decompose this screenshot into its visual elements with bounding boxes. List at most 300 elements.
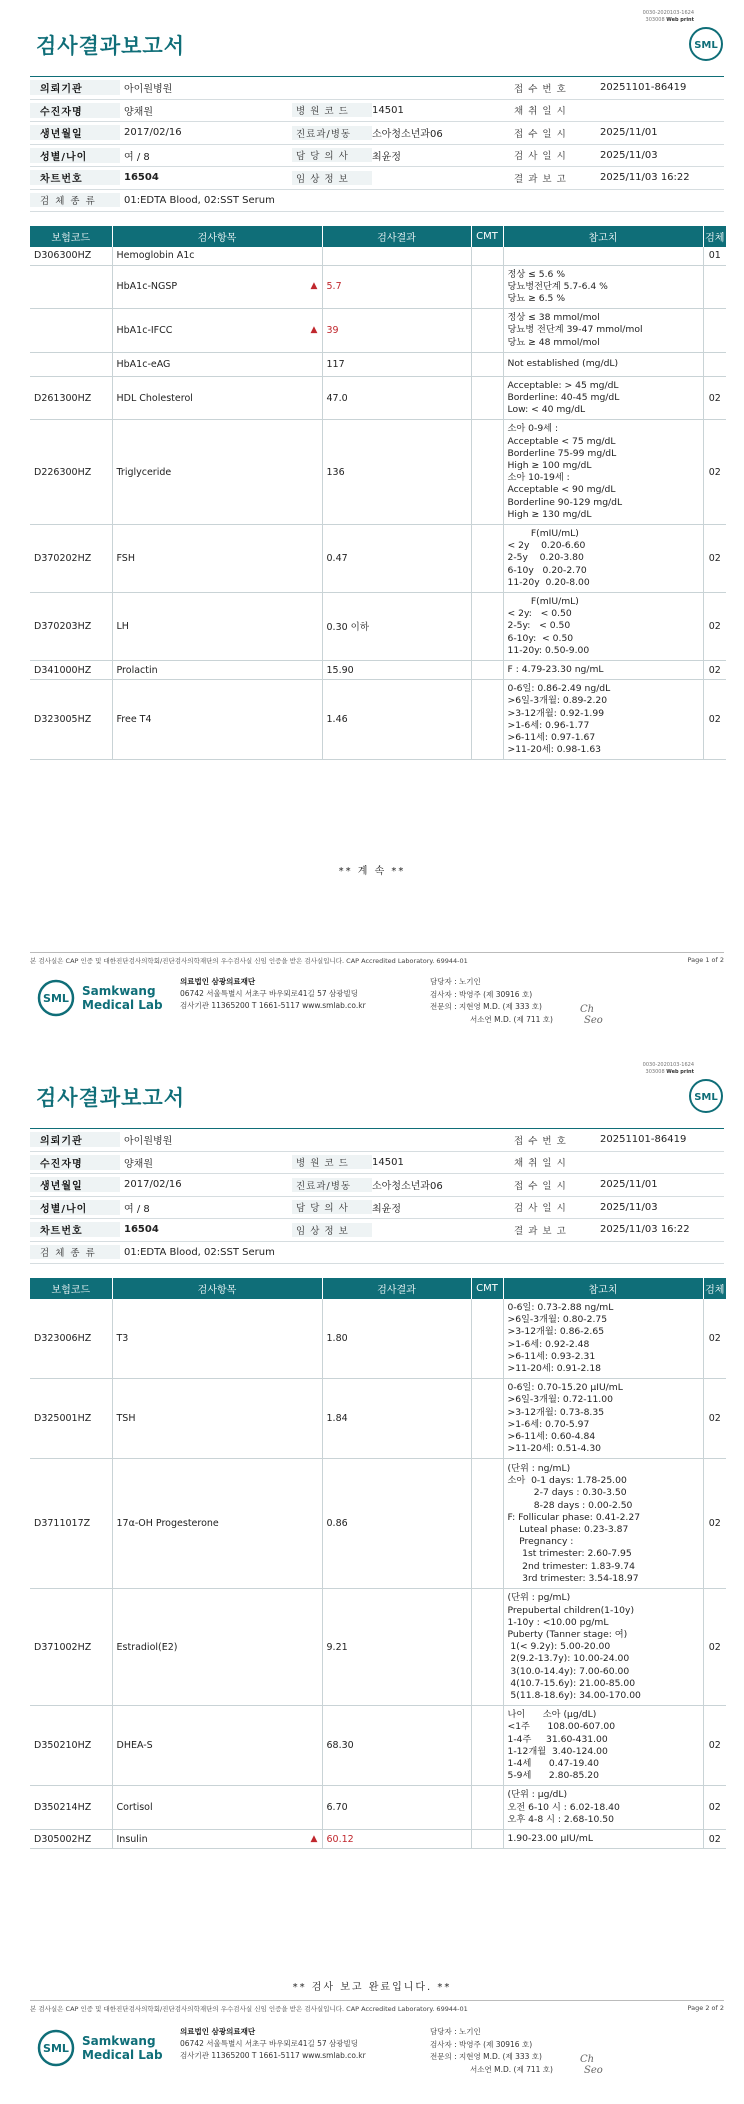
report-value: 2025/11/03 16:22 bbox=[600, 1224, 690, 1236]
test-result bbox=[322, 247, 471, 265]
receipt-no-value: 20251101-86419 bbox=[600, 82, 687, 94]
footer-divider bbox=[30, 952, 724, 953]
result-value: 1.84 bbox=[326, 1413, 348, 1425]
page-number: Page 2 of 2 bbox=[687, 2004, 724, 2012]
test-date-value: 2025/11/03 bbox=[600, 1201, 658, 1213]
cmt-cell bbox=[471, 1299, 503, 1379]
brand-line-1: Samkwang bbox=[82, 984, 156, 998]
insurance-code: D323006HZ bbox=[30, 1299, 112, 1379]
column-header: 검체 bbox=[703, 226, 726, 247]
reference-range bbox=[503, 592, 703, 660]
reference-line: >11-20세: 0.98-1.63 bbox=[507, 744, 602, 756]
cmt-cell bbox=[471, 680, 503, 760]
hosp-code-label: 병 원 코 드 bbox=[292, 1155, 372, 1169]
hospital-label: 의뢰기관 bbox=[30, 1132, 120, 1147]
reference-range bbox=[503, 376, 703, 420]
complete-note: ** 검사 보고 완료입니다. ** bbox=[292, 1982, 452, 1993]
patient-label: 수진자명 bbox=[30, 1155, 120, 1170]
logo-text: SML bbox=[694, 1092, 718, 1103]
reference-line: 소아 0-9세 : bbox=[507, 423, 559, 435]
specimen-label: 검 체 종 류 bbox=[30, 1245, 120, 1259]
reference-line: >11-20세: 0.51-4.30 bbox=[507, 1443, 602, 1455]
specimen-value: 01:EDTA Blood, 02:SST Serum bbox=[124, 194, 275, 206]
reference-line: 1st trimester: 2.60-7.95 bbox=[507, 1548, 632, 1560]
insurance-code: D371002HZ bbox=[30, 1589, 112, 1706]
insurance-code: D370202HZ bbox=[30, 524, 112, 592]
column-header: 검체 bbox=[703, 1278, 726, 1299]
specimen-code: 02 bbox=[703, 1299, 726, 1379]
sml-logo-icon bbox=[688, 26, 724, 62]
test-result bbox=[322, 660, 471, 679]
reference-line: Not established (mg/dL) bbox=[507, 358, 619, 370]
hosp-code-value: 14501 bbox=[372, 104, 404, 116]
cmt-cell bbox=[471, 1706, 503, 1786]
test-result bbox=[322, 524, 471, 592]
cmt-cell bbox=[471, 592, 503, 660]
column-header: 검사항목 bbox=[112, 1278, 322, 1299]
test-name: Hemoglobin A1c bbox=[112, 247, 322, 265]
report-label: 결 과 보 고 bbox=[514, 173, 567, 185]
reference-line: Low: < 40 mg/dL bbox=[507, 404, 586, 416]
reference-line: 2-7 days : 0.30-3.50 bbox=[507, 1487, 627, 1499]
test-result bbox=[322, 376, 471, 420]
insurance-code: D226300HZ bbox=[30, 420, 112, 525]
sex-value: 여 / 8 bbox=[124, 1203, 150, 1215]
reference-line: 1-4주 31.60-431.00 bbox=[507, 1733, 608, 1745]
receipt-no-label: 접 수 번 호 bbox=[514, 1135, 567, 1147]
table-row bbox=[30, 265, 726, 309]
reference-line: 1-12개월 3.40-124.00 bbox=[507, 1745, 608, 1757]
reference-range bbox=[503, 1299, 703, 1379]
doctor-label: 담 당 의 사 bbox=[292, 1200, 372, 1214]
table-row bbox=[30, 680, 726, 760]
clinic-label: 임 상 정 보 bbox=[292, 1223, 372, 1237]
table-row bbox=[30, 309, 726, 353]
specimen-code: 02 bbox=[703, 660, 726, 679]
column-header: CMT bbox=[471, 1278, 503, 1299]
column-header: 참고치 bbox=[503, 226, 703, 247]
sex-label: 성별/나이 bbox=[30, 1200, 120, 1215]
cert-text: 본 검사실은 CAP 인증 및 대한진단검사의학회/진단검사의학재단의 우수검사실 신임 인증을 받은 검사실입니다. CAP Accredited Laboratory. 69944-01 bbox=[30, 957, 468, 965]
reference-line: 소아 10-19세 : bbox=[507, 472, 570, 484]
brand-line-2: Medical Lab bbox=[82, 998, 163, 1012]
test-name: Triglyceride bbox=[112, 420, 322, 525]
cmt-cell bbox=[471, 1830, 503, 1849]
high-flag-icon: ▲ bbox=[310, 324, 318, 335]
receipt-date-value: 2025/11/01 bbox=[600, 1179, 658, 1191]
result-value: 39 bbox=[326, 324, 339, 336]
reference-line: >6일-3개월: 0.72-11.00 bbox=[507, 1394, 613, 1406]
sex-value: 여 / 8 bbox=[124, 151, 150, 163]
page-title: 검사결과보고서 bbox=[36, 1086, 186, 1110]
test-name: Estradiol(E2) bbox=[112, 1589, 322, 1706]
test-name: TSH bbox=[112, 1379, 322, 1459]
result-value: 0.86 bbox=[326, 1518, 348, 1530]
table-row bbox=[30, 1299, 726, 1379]
insurance-code: D261300HZ bbox=[30, 376, 112, 420]
cmt-cell bbox=[471, 420, 503, 525]
test-name: HbA1c-NGSP bbox=[112, 265, 322, 309]
reference-line: 1-10y : <10.00 pg/mL bbox=[507, 1616, 609, 1628]
specimen-code: 02 bbox=[703, 376, 726, 420]
sml-logo-icon bbox=[36, 978, 76, 1018]
reference-line: Pregnancy : bbox=[507, 1536, 574, 1548]
reference-line: 나이 소아 (μg/dL) bbox=[507, 1709, 597, 1721]
test-name: Insulin bbox=[112, 1830, 322, 1849]
test-name: LH bbox=[112, 592, 322, 660]
reference-line: >6-11세: 0.97-1.67 bbox=[507, 732, 596, 743]
table-row bbox=[30, 1379, 726, 1459]
print-note: 0030-2020103-1624 303008 Web print bbox=[642, 1062, 694, 1075]
reference-range bbox=[503, 1589, 703, 1706]
results-table bbox=[30, 226, 726, 760]
reference-line: >1-6세: 0.96-1.77 bbox=[507, 719, 590, 731]
reference-line: 2-5y 0.20-3.80 bbox=[507, 552, 584, 564]
result-value: 60.12 bbox=[326, 1833, 354, 1845]
test-date-label: 검 사 일 시 bbox=[514, 1203, 567, 1215]
table-row bbox=[30, 1786, 726, 1830]
reference-range bbox=[503, 1379, 703, 1459]
reference-line: 정상 ≤ 38 mmol/mol bbox=[507, 312, 600, 324]
dept-value: 소아청소년과06 bbox=[372, 1181, 443, 1193]
column-header: 검사결과 bbox=[322, 226, 471, 247]
specimen-code: 02 bbox=[703, 1589, 726, 1706]
test-result bbox=[322, 1459, 471, 1589]
test-result bbox=[322, 352, 471, 376]
reference-range bbox=[503, 680, 703, 760]
print-note: 0030-2020103-1624 303008 Web print bbox=[642, 10, 694, 23]
report-page-2 bbox=[0, 1052, 744, 2104]
reference-line: 당뇨병 전단계 39-47 mmol/mol bbox=[507, 324, 643, 336]
table-row bbox=[30, 376, 726, 420]
page-title: 검사결과보고서 bbox=[36, 34, 186, 58]
report-value: 2025/11/03 16:22 bbox=[600, 172, 690, 184]
sml-logo-icon bbox=[688, 1078, 724, 1114]
reference-line: 11-20y: 0.50-9.00 bbox=[507, 644, 590, 656]
test-name: HbA1c-IFCC bbox=[112, 309, 322, 353]
reference-line: 6-10y 0.20-2.70 bbox=[507, 564, 587, 576]
reference-line: 3rd trimester: 3.54-18.97 bbox=[507, 1572, 639, 1584]
column-header: CMT bbox=[471, 226, 503, 247]
insurance-code bbox=[30, 352, 112, 376]
test-result bbox=[310, 309, 471, 353]
insurance-code: D325001HZ bbox=[30, 1379, 112, 1459]
cmt-cell bbox=[471, 1589, 503, 1706]
result-value: 117 bbox=[326, 358, 345, 370]
specimen-code: 02 bbox=[703, 420, 726, 525]
footer-logo bbox=[36, 2028, 163, 2068]
reference-line: Luteal phase: 0.23-3.87 bbox=[507, 1523, 629, 1535]
test-name: T3 bbox=[112, 1299, 322, 1379]
sex-label: 성별/나이 bbox=[30, 148, 120, 163]
cert-text: 본 검사실은 CAP 인증 및 대한진단검사의학회/진단검사의학재단의 우수검사실 신임 인증을 받은 검사실입니다. CAP Accredited Laboratory. 69944-01 bbox=[30, 2005, 468, 2013]
test-date-value: 2025/11/03 bbox=[600, 149, 658, 161]
reference-line: <1주 108.00-607.00 bbox=[507, 1721, 616, 1733]
patient-label: 수진자명 bbox=[30, 103, 120, 118]
reference-line: 8-28 days : 0.00-2.50 bbox=[507, 1499, 633, 1511]
footer-divider bbox=[30, 2000, 724, 2001]
column-header: 검사결과 bbox=[322, 1278, 471, 1299]
test-result bbox=[322, 1786, 471, 1830]
column-header: 보험코드 bbox=[30, 226, 112, 247]
logo-text: SML bbox=[43, 992, 69, 1005]
results-table bbox=[30, 1278, 726, 1849]
insurance-code: D350214HZ bbox=[30, 1786, 112, 1830]
doctor-value: 최윤정 bbox=[372, 151, 401, 163]
cmt-cell bbox=[471, 247, 503, 265]
result-value: 47.0 bbox=[326, 392, 348, 404]
reference-line: 정상 ≤ 5.6 % bbox=[507, 268, 566, 280]
specimen-label: 검 체 종 류 bbox=[30, 193, 120, 207]
table-row bbox=[30, 1589, 726, 1706]
reference-range bbox=[503, 247, 703, 265]
result-value: 136 bbox=[326, 466, 345, 478]
table-row bbox=[30, 1830, 726, 1849]
reference-line: >1-6세: 0.70-5.97 bbox=[507, 1418, 590, 1430]
reference-line: 4(10.7-15.6y): 21.00-85.00 bbox=[507, 1677, 636, 1689]
specimen-code: 02 bbox=[703, 1379, 726, 1459]
test-date-label: 검 사 일 시 bbox=[514, 151, 567, 163]
patient-value: 양채원 bbox=[124, 106, 153, 118]
brand-line-1: Samkwang bbox=[82, 2034, 156, 2048]
test-result bbox=[322, 420, 471, 525]
insurance-code bbox=[30, 309, 112, 353]
reference-range bbox=[503, 309, 703, 353]
reference-line: (단위 : pg/mL) bbox=[507, 1592, 571, 1604]
insurance-code bbox=[30, 265, 112, 309]
table-row bbox=[30, 1706, 726, 1786]
reference-line: 3(10.0-14.4y): 7.00-60.00 bbox=[507, 1665, 630, 1677]
dob-label: 생년월일 bbox=[30, 125, 120, 140]
dob-value: 2017/02/16 bbox=[124, 127, 182, 139]
result-value: 1.46 bbox=[326, 714, 348, 726]
table-row bbox=[30, 660, 726, 679]
table-row bbox=[30, 247, 726, 265]
reference-line: >6일-3개월: 0.80-2.75 bbox=[507, 1314, 608, 1326]
reference-line: 0-6일: 0.86-2.49 ng/dL bbox=[507, 683, 611, 695]
hosp-code-label: 병 원 코 드 bbox=[292, 103, 372, 117]
reference-line: F(mIU/mL) bbox=[507, 527, 579, 539]
reference-line: 0-6일: 0.70-15.20 μIU/mL bbox=[507, 1382, 623, 1394]
reference-range bbox=[503, 352, 703, 376]
column-header: 검사항목 bbox=[112, 226, 322, 247]
specimen-code: 02 bbox=[703, 1706, 726, 1786]
cmt-cell bbox=[471, 376, 503, 420]
cmt-cell bbox=[471, 1459, 503, 1589]
specimen-code: 02 bbox=[703, 524, 726, 592]
hospital-value: 아이원병원 bbox=[124, 84, 173, 96]
reference-line: F(mIU/mL) bbox=[507, 595, 579, 607]
signature: Ch Seo bbox=[580, 2054, 603, 2076]
reference-line: High ≥ 100 mg/dL bbox=[507, 459, 592, 471]
footer-staff: 담당자 : 노기인 검사자 : 박영주 (제 30916 호) 전문의 : 지현영 M.D. (제 333 호) 서소연 M.D. (제 711 호) bbox=[430, 977, 553, 1024]
reference-line: >6일-3개월: 0.89-2.20 bbox=[507, 695, 608, 707]
reference-range bbox=[503, 1459, 703, 1589]
result-value: 68.30 bbox=[326, 1740, 354, 1752]
reference-line: F: Follicular phase: 0.41-2.27 bbox=[507, 1511, 641, 1523]
chart-value: 16504 bbox=[124, 1224, 159, 1236]
insurance-code: D350210HZ bbox=[30, 1706, 112, 1786]
reference-line: Prepubertal children(1-10y) bbox=[507, 1604, 635, 1616]
reference-line: 1.90-23.00 μIU/mL bbox=[507, 1833, 593, 1845]
reference-line: (단위 : ng/mL) bbox=[507, 1462, 571, 1474]
logo-text: SML bbox=[694, 40, 718, 51]
patient-value: 양채원 bbox=[124, 1158, 153, 1170]
reference-line: 오후 4-8 시 : 2.68-10.50 bbox=[507, 1813, 614, 1825]
reference-range bbox=[503, 420, 703, 525]
reference-line: >11-20세: 0.91-2.18 bbox=[507, 1363, 602, 1375]
receipt-no-label: 접 수 번 호 bbox=[514, 83, 567, 95]
reference-line: 11-20y 0.20-8.00 bbox=[507, 576, 590, 588]
reference-line: 당뇨 ≥ 48 mmol/mol bbox=[507, 336, 600, 348]
reference-line: Borderline 75-99 mg/dL bbox=[507, 447, 617, 459]
reference-line: Acceptable: > 45 mg/dL bbox=[507, 379, 619, 391]
specimen-code: 02 bbox=[703, 1786, 726, 1830]
test-result bbox=[322, 1706, 471, 1786]
cmt-cell bbox=[471, 660, 503, 679]
result-value: 6.70 bbox=[326, 1802, 348, 1814]
reference-line: Borderline 90-129 mg/dL bbox=[507, 496, 623, 508]
reference-line: F : 4.79-23.30 ng/mL bbox=[507, 663, 604, 675]
specimen-code: 02 bbox=[703, 592, 726, 660]
footer-logo bbox=[36, 978, 163, 1018]
test-result bbox=[322, 1379, 471, 1459]
insurance-code: D323005HZ bbox=[30, 680, 112, 760]
reference-line: 2(9.2-13.7y): 10.00-24.00 bbox=[507, 1653, 630, 1665]
reference-line: 2nd trimester: 1.83-9.74 bbox=[507, 1560, 635, 1572]
reference-range bbox=[503, 524, 703, 592]
specimen-code bbox=[703, 265, 726, 309]
specimen-value: 01:EDTA Blood, 02:SST Serum bbox=[124, 1246, 275, 1258]
reference-line: 2-5y: < 0.50 bbox=[507, 620, 571, 632]
report-label: 결 과 보 고 bbox=[514, 1225, 567, 1237]
test-result bbox=[322, 592, 471, 660]
cmt-cell bbox=[471, 265, 503, 309]
reference-line: >6-11세: 0.60-4.84 bbox=[507, 1431, 596, 1443]
insurance-code: D305002HZ bbox=[30, 1830, 112, 1849]
doctor-label: 담 당 의 사 bbox=[292, 148, 372, 162]
insurance-code: D341000HZ bbox=[30, 660, 112, 679]
reference-line: Puberty (Tanner stage: 여) bbox=[507, 1629, 628, 1641]
reference-line: 5(11.8-18.6y): 34.00-170.00 bbox=[507, 1690, 641, 1702]
reference-line: Acceptable < 75 mg/dL bbox=[507, 435, 616, 447]
reference-range bbox=[503, 1786, 703, 1830]
receipt-date-label: 접 수 일 시 bbox=[514, 1180, 567, 1192]
hosp-code-value: 14501 bbox=[372, 1156, 404, 1168]
reference-range bbox=[503, 1830, 703, 1849]
collect-label: 채 취 일 시 bbox=[514, 106, 567, 118]
dept-label: 진료과/병동 bbox=[292, 126, 372, 140]
reference-line: 1(< 9.2y): 5.00-20.00 bbox=[507, 1641, 611, 1653]
reference-range bbox=[503, 265, 703, 309]
reference-line: 오전 6-10 시 : 6.02-18.40 bbox=[507, 1801, 620, 1813]
reference-line: >3-12개월: 0.86-2.65 bbox=[507, 1326, 605, 1338]
table-row bbox=[30, 420, 726, 525]
cmt-cell bbox=[471, 352, 503, 376]
table-row bbox=[30, 352, 726, 376]
reference-line: Borderline: 40-45 mg/dL bbox=[507, 391, 620, 403]
reference-range bbox=[503, 1706, 703, 1786]
result-value: 0.47 bbox=[326, 552, 348, 564]
dob-label: 생년월일 bbox=[30, 1177, 120, 1192]
cmt-cell bbox=[471, 1786, 503, 1830]
reference-line: >3-12개월: 0.92-1.99 bbox=[507, 707, 605, 719]
table-row bbox=[30, 592, 726, 660]
footer-cert bbox=[30, 956, 724, 965]
cmt-cell bbox=[471, 309, 503, 353]
specimen-code bbox=[703, 352, 726, 376]
collect-label: 채 취 일 시 bbox=[514, 1158, 567, 1170]
column-header: 참고치 bbox=[503, 1278, 703, 1299]
chart-value: 16504 bbox=[124, 172, 159, 184]
sml-logo-icon bbox=[36, 2028, 76, 2068]
high-flag-icon: ▲ bbox=[310, 281, 318, 292]
chart-label: 차트번호 bbox=[30, 1222, 120, 1237]
receipt-no-value: 20251101-86419 bbox=[600, 1134, 687, 1146]
receipt-date-value: 2025/11/01 bbox=[600, 127, 658, 139]
test-name: FSH bbox=[112, 524, 322, 592]
reference-line: >3-12개월: 0.73-8.35 bbox=[507, 1406, 605, 1418]
reference-line: 5-9세 2.80-85.20 bbox=[507, 1770, 599, 1782]
reference-line: 당뇨 ≥ 6.5 % bbox=[507, 292, 566, 304]
specimen-code: 02 bbox=[703, 1459, 726, 1589]
insurance-code: D306300HZ bbox=[30, 247, 112, 265]
test-name: Cortisol bbox=[112, 1786, 322, 1830]
test-name: 17α-OH Progesterone bbox=[112, 1459, 322, 1589]
reference-line: 1-4세 0.47-19.40 bbox=[507, 1758, 599, 1770]
footer-cert bbox=[30, 2004, 724, 2013]
test-name: Free T4 bbox=[112, 680, 322, 760]
reference-line: >1-6세: 0.92-2.48 bbox=[507, 1338, 590, 1350]
hospital-label: 의뢰기관 bbox=[30, 80, 120, 95]
footer-staff: 담당자 : 노기인 검사자 : 박영주 (제 30916 호) 전문의 : 지현영 M.D. (제 333 호) 서소연 M.D. (제 711 호) bbox=[430, 2027, 553, 2074]
result-value: 5.7 bbox=[326, 281, 342, 293]
test-result bbox=[322, 680, 471, 760]
chart-label: 차트번호 bbox=[30, 170, 120, 185]
clinic-label: 임 상 정 보 bbox=[292, 171, 372, 185]
reference-line: 당뇨병전단계 5.7-6.4 % bbox=[507, 280, 608, 292]
test-name: DHEA-S bbox=[112, 1706, 322, 1786]
high-flag-icon: ▲ bbox=[310, 1833, 318, 1844]
footer-address: 의료법인 삼광의료재단 06742 서울특별시 서초구 바우뫼로41길 57 삼광빌딩 검사기관 11365200 T 1661-5117 www.smlab.co.kr bbox=[180, 977, 366, 1010]
cmt-cell bbox=[471, 1379, 503, 1459]
test-result bbox=[322, 1589, 471, 1706]
dept-label: 진료과/병동 bbox=[292, 1178, 372, 1192]
specimen-code: 02 bbox=[703, 1830, 726, 1849]
insurance-code: D370203HZ bbox=[30, 592, 112, 660]
test-name: HDL Cholesterol bbox=[112, 376, 322, 420]
result-value: 1.80 bbox=[326, 1333, 348, 1345]
table-row bbox=[30, 1459, 726, 1589]
dept-value: 소아청소년과06 bbox=[372, 129, 443, 141]
test-result bbox=[310, 265, 471, 309]
result-value: 0.30 이하 bbox=[326, 622, 370, 634]
continue-note: ** 계 속 ** bbox=[338, 866, 406, 877]
page-number: Page 1 of 2 bbox=[687, 956, 724, 964]
test-name: Prolactin bbox=[112, 660, 322, 679]
test-result bbox=[310, 1830, 471, 1849]
footer-address: 의료법인 삼광의료재단 06742 서울특별시 서초구 바우뫼로41길 57 삼광빌딩 검사기관 11365200 T 1661-5117 www.smlab.co.kr bbox=[180, 2027, 366, 2060]
reference-line: (단위 : μg/dL) bbox=[507, 1789, 568, 1801]
reference-line: < 2y 0.20-6.60 bbox=[507, 540, 586, 552]
reference-line: 6-10y: < 0.50 bbox=[507, 632, 574, 644]
patient-info bbox=[30, 76, 724, 212]
specimen-code bbox=[703, 309, 726, 353]
reference-line: 0-6일: 0.73-2.88 ng/mL bbox=[507, 1302, 614, 1313]
result-value: 9.21 bbox=[326, 1641, 348, 1653]
cmt-cell bbox=[471, 524, 503, 592]
logo-text: SML bbox=[43, 2042, 69, 2055]
